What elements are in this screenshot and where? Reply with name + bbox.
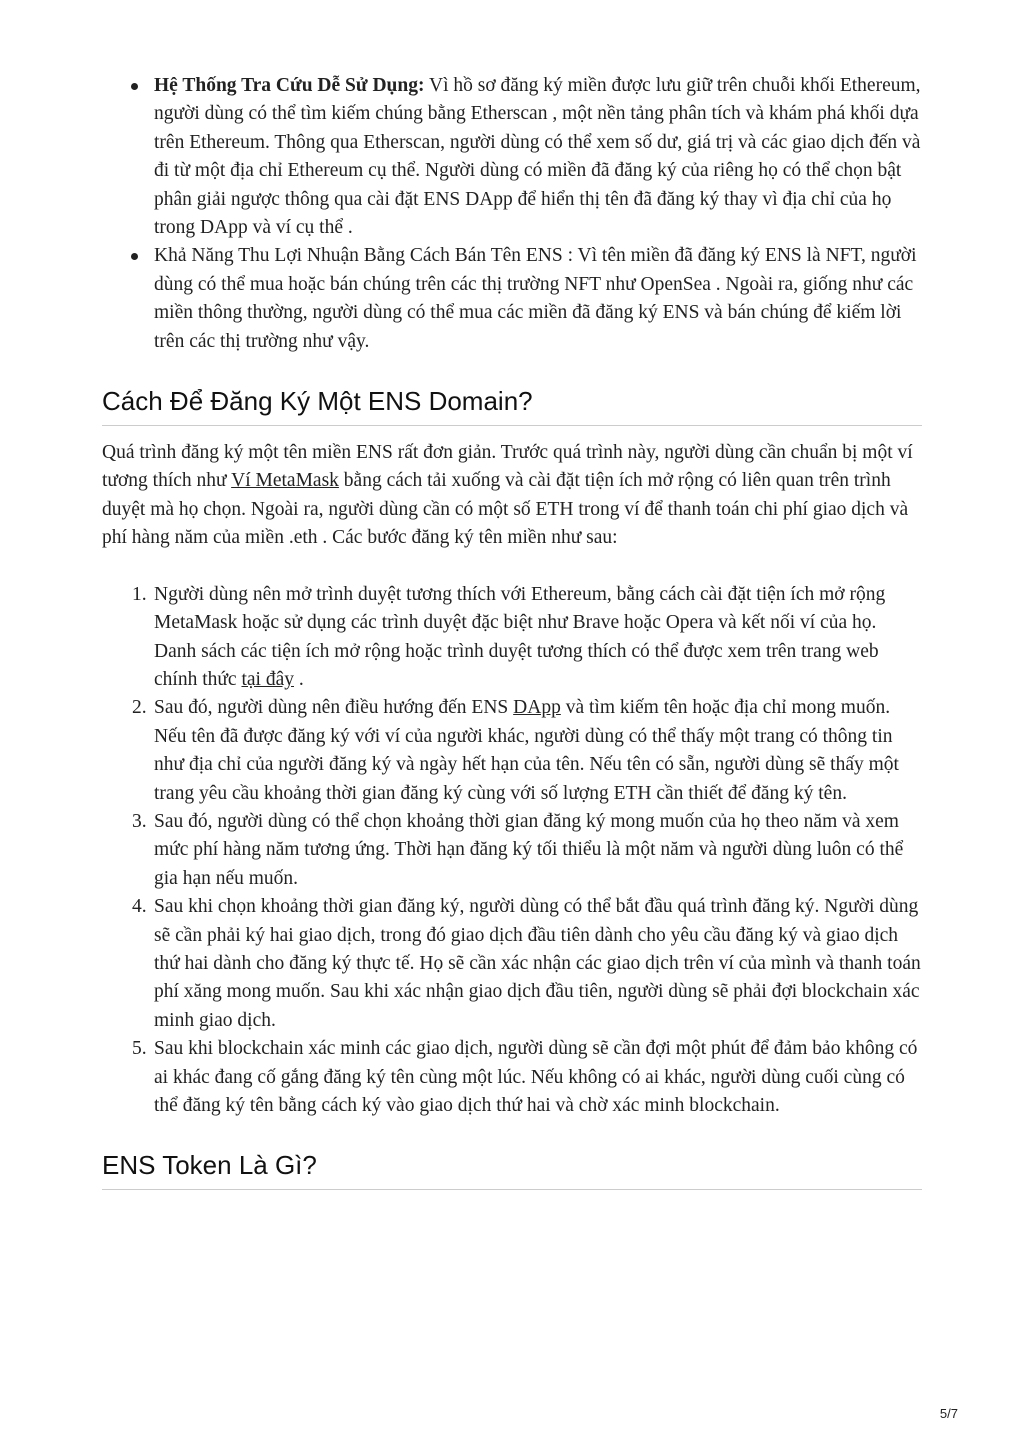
bullet-lead: Hệ Thống Tra Cứu Dễ Sử Dụng:	[154, 75, 425, 96]
step-item-2	[132, 694, 922, 808]
step-item-3	[132, 808, 922, 893]
step-number: 2.	[132, 697, 147, 719]
registration-steps-list	[102, 581, 922, 1121]
step-text: Sau đó, người dùng nên điều hướng đến ENS	[154, 697, 514, 719]
step-number: 3.	[132, 810, 147, 832]
section-heading-ens-token: ENS Token Là Gì?	[102, 1150, 922, 1190]
intro-text-start: Quá trình đăng ký một tên miền ENS rất đơn giản. Trước quá trình này, người dùng cần chuẩn bị một ví tương thích như	[102, 442, 913, 492]
bullet-text: Vì hồ sơ đăng ký miền được lưu giữ trên chuỗi khối Ethereum, người dùng có thể tìm kiếm chúng bằng Etherscan , một nền tảng phân tích và khám phá khối dựa trên Ethereum. Thông qua Etherscan, người dùng có thể xem số dư, giá trị và các giao dịch đến và đi từ một địa chỉ Ethereum cụ thể. Người dùng có miền đã đăng ký của riêng họ có thể chọn bật phân giải ngược thông qua cài đặt ENS DApp để hiển thị tên đã đăng ký thay vì địa chỉ của họ trong DApp và ví cụ thể .	[154, 75, 921, 239]
list-item	[154, 242, 922, 356]
step-text: Sau khi blockchain xác minh các giao dịch, người dùng sẽ cần đợi một phút để đảm bảo không có ai khác đang cố gắng đăng ký tên cùng một lúc. Nếu không có ai khác, người dùng cuối cùng có thể đăng ký tên bằng cách ký vào giao dịch thứ hai và chờ xác minh blockchain.	[154, 1038, 918, 1116]
bullet-icon	[131, 83, 138, 90]
step-item-5	[132, 1035, 922, 1120]
intro-paragraph	[102, 439, 922, 553]
bullet-text: Khả Năng Thu Lợi Nhuận Bằng Cách Bán Tên ENS : Vì tên miền đã đăng ký ENS là NFT, người dùng có thể mua hoặc bán chúng trên các thị trường NFT như OpenSea . Ngoài ra, giống như các miền thông thường, người dùng có thể mua các miền đã đăng ký ENS và bán chúng để kiếm lời trên các thị trường như vậy.	[154, 245, 917, 352]
step-number: 5.	[132, 1038, 147, 1060]
step-number: 4.	[132, 896, 147, 918]
ens-dapp-link[interactable]: DApp	[513, 697, 561, 719]
article-content	[102, 72, 922, 1190]
intro-text-end: bằng cách tải xuống và cài đặt tiện ích mở rộng có liên quan trên trình duyệt mà họ chọn. Ngoài ra, người dùng cần có một số ETH trong ví để thanh toán chi phí giao dịch và phí hàng năm của miền .eth . Các bước đăng ký tên miền như sau:	[102, 470, 909, 549]
step-text-end: và tìm kiếm tên hoặc địa chỉ mong muốn. Nếu tên đã được đăng ký với ví của người khác, người dùng có thể thấy một trang có thông tin như địa chỉ của người đăng ký và ngày hết hạn của tên. Nếu tên có sẵn, người dùng sẽ thấy một trang yêu cầu khoảng thời gian đăng ký cùng với số lượng ETH cần thiết để đăng ký tên.	[154, 697, 899, 804]
page-number: 5/7	[939, 1406, 958, 1421]
step-number: 1.	[132, 583, 147, 605]
list-item	[154, 72, 922, 242]
metamask-link[interactable]: Ví MetaMask	[231, 470, 339, 492]
step-text: Sau đó, người dùng có thể chọn khoảng thời gian đăng ký mong muốn của họ theo năm và xem mức phí hàng năm tương ứng. Thời hạn đăng ký tối thiểu là một năm và người dùng luôn có thể gia hạn nếu muốn.	[154, 810, 904, 889]
feature-bullet-list	[102, 72, 922, 356]
step-item-1	[132, 581, 922, 695]
step-item-4	[132, 893, 922, 1035]
official-site-link[interactable]: tại đây	[241, 668, 294, 690]
step-text: Sau khi chọn khoảng thời gian đăng ký, người dùng có thể bắt đầu quá trình đăng ký. Người dùng sẽ cần phải ký hai giao dịch, trong đó giao dịch đầu tiên dành cho yêu cầu đăng ký và giao dịch thứ hai dành cho đăng ký thực tế. Họ sẽ cần xác nhận các giao dịch trên ví của mình và thanh toán phí xăng mong muốn. Sau khi xác nhận giao dịch đầu tiên, người dùng sẽ phải đợi blockchain xác minh giao dịch.	[154, 896, 921, 1031]
section-heading-register: Cách Để Đăng Ký Một ENS Domain?	[102, 386, 922, 426]
step-text-end: .	[294, 668, 304, 690]
bullet-icon	[131, 253, 138, 260]
step-text: Người dùng nên mở trình duyệt tương thích với Ethereum, bằng cách cài đặt tiện ích mở rộng MetaMask hoặc sử dụng các trình duyệt đặc biệt như Brave hoặc Opera và kết nối ví của họ. Danh sách các tiện ích mở rộng hoặc trình duyệt tương thích có thể được xem trên trang web chính thức	[154, 583, 886, 690]
